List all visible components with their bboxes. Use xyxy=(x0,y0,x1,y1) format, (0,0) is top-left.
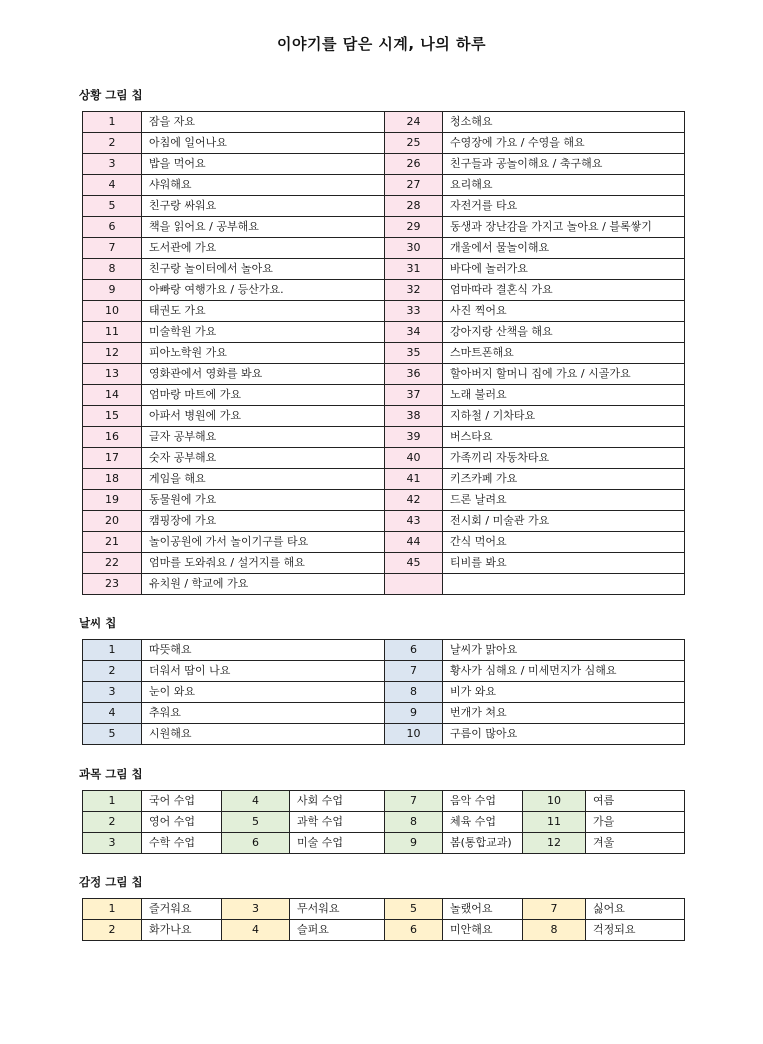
chip-label: 도서관에 가요 xyxy=(142,238,385,259)
chip-number: 11 xyxy=(83,322,142,343)
chip-number: 3 xyxy=(83,154,142,175)
table-row xyxy=(83,196,685,217)
chip-label: 친구들과 공놀이해요 / 축구해요 xyxy=(443,154,685,175)
chip-number: 26 xyxy=(385,154,443,175)
weather-heading: 날씨 칩 xyxy=(79,616,117,630)
chip-number: 3 xyxy=(83,833,142,854)
table-row xyxy=(83,133,685,154)
chip-number: 8 xyxy=(523,920,586,941)
chip-number: 9 xyxy=(83,280,142,301)
chip-number: 4 xyxy=(83,175,142,196)
chip-number: 12 xyxy=(523,833,586,854)
chip-number: 6 xyxy=(222,833,290,854)
table-row xyxy=(83,301,685,322)
chip-number: 39 xyxy=(385,427,443,448)
chip-label: 여름 xyxy=(586,791,685,812)
chip-number: 5 xyxy=(385,899,443,920)
chip-label: 전시회 / 미술관 가요 xyxy=(443,511,685,532)
chip-number: 21 xyxy=(83,532,142,553)
table-row xyxy=(83,427,685,448)
chip-label: 캠핑장에 가요 xyxy=(142,511,385,532)
chip-label: 간식 먹어요 xyxy=(443,532,685,553)
chip-number: 8 xyxy=(385,682,443,703)
chip-label: 국어 수업 xyxy=(142,791,222,812)
chip-label: 개울에서 물놀이해요 xyxy=(443,238,685,259)
chip-number: 32 xyxy=(385,280,443,301)
chip-number: 24 xyxy=(385,112,443,133)
chip-label: 시원해요 xyxy=(142,724,385,745)
chip-label: 추워요 xyxy=(142,703,385,724)
chip-label: 눈이 와요 xyxy=(142,682,385,703)
chip-label: 샤워해요 xyxy=(142,175,385,196)
chip-number: 20 xyxy=(83,511,142,532)
chip-label: 구름이 많아요 xyxy=(443,724,685,745)
chip-label: 태권도 가요 xyxy=(142,301,385,322)
chip-number: 2 xyxy=(83,133,142,154)
chip-label: 무서워요 xyxy=(290,899,385,920)
chip-label: 엄마랑 마트에 가요 xyxy=(142,385,385,406)
table-row xyxy=(83,238,685,259)
chip-number: 3 xyxy=(222,899,290,920)
chip-number: 40 xyxy=(385,448,443,469)
chip-label: 미안해요 xyxy=(443,920,523,941)
chip-label: 유치원 / 학교에 가요 xyxy=(142,574,385,595)
chip-label: 노래 불러요 xyxy=(443,385,685,406)
chip-number: 7 xyxy=(385,791,443,812)
chip-label: 아빠랑 여행가요 / 등산가요. xyxy=(142,280,385,301)
table-row xyxy=(83,154,685,175)
chip-number: 5 xyxy=(83,724,142,745)
chip-label: 영어 수업 xyxy=(142,812,222,833)
chip-label: 동물원에 가요 xyxy=(142,490,385,511)
table-row xyxy=(83,791,685,812)
emotion-table xyxy=(82,898,685,941)
table-row xyxy=(83,511,685,532)
chip-number: 7 xyxy=(523,899,586,920)
chip-label: 피아노학원 가요 xyxy=(142,343,385,364)
chip-number: 6 xyxy=(385,640,443,661)
chip-label: 봄(통합교과) xyxy=(443,833,523,854)
table-row xyxy=(83,448,685,469)
chip-number: 5 xyxy=(83,196,142,217)
chip-label: 더워서 땀이 나요 xyxy=(142,661,385,682)
chip-label: 수영장에 가요 / 수영을 해요 xyxy=(443,133,685,154)
chip-number: 16 xyxy=(83,427,142,448)
table-row xyxy=(83,553,685,574)
chip-label xyxy=(443,574,685,595)
chip-label: 사회 수업 xyxy=(290,791,385,812)
chip-number: 2 xyxy=(83,812,142,833)
chip-number: 42 xyxy=(385,490,443,511)
chip-label: 게임을 해요 xyxy=(142,469,385,490)
chip-label: 자전거를 타요 xyxy=(443,196,685,217)
chip-label: 슬퍼요 xyxy=(290,920,385,941)
subject-heading: 과목 그림 칩 xyxy=(79,767,143,781)
chip-label: 엄마따라 결혼식 가요 xyxy=(443,280,685,301)
chip-number: 7 xyxy=(385,661,443,682)
emotion-heading: 감정 그림 칩 xyxy=(79,875,143,889)
chip-number: 8 xyxy=(83,259,142,280)
table-row xyxy=(83,406,685,427)
chip-label: 체육 수업 xyxy=(443,812,523,833)
table-row xyxy=(83,490,685,511)
chip-label: 친구랑 싸워요 xyxy=(142,196,385,217)
table-row xyxy=(83,259,685,280)
chip-number: 36 xyxy=(385,364,443,385)
subject-table xyxy=(82,790,685,854)
chip-label: 친구랑 놀이터에서 놀아요 xyxy=(142,259,385,280)
chip-label: 할아버지 할머니 집에 가요 / 시골가요 xyxy=(443,364,685,385)
situation-heading: 상황 그림 칩 xyxy=(79,88,143,102)
chip-label: 드론 날려요 xyxy=(443,490,685,511)
page-title: 이야기를 담은 시계, 나의 하루 xyxy=(277,35,486,53)
chip-label: 밥을 먹어요 xyxy=(142,154,385,175)
chip-number: 4 xyxy=(222,920,290,941)
chip-number: 1 xyxy=(83,899,142,920)
chip-number: 30 xyxy=(385,238,443,259)
chip-number: 9 xyxy=(385,833,443,854)
chip-number: 17 xyxy=(83,448,142,469)
chip-number: 14 xyxy=(83,385,142,406)
chip-number: 43 xyxy=(385,511,443,532)
chip-label: 걱정되요 xyxy=(586,920,685,941)
chip-label: 지하철 / 기차타요 xyxy=(443,406,685,427)
weather-table xyxy=(82,639,685,745)
table-row xyxy=(83,175,685,196)
chip-label: 버스타요 xyxy=(443,427,685,448)
chip-label: 놀이공원에 가서 놀이기구를 타요 xyxy=(142,532,385,553)
situation-table xyxy=(82,111,685,595)
chip-label: 놀랬어요 xyxy=(443,899,523,920)
chip-number: 41 xyxy=(385,469,443,490)
chip-number: 2 xyxy=(83,661,142,682)
chip-number: 44 xyxy=(385,532,443,553)
table-row xyxy=(83,703,685,724)
chip-label: 요리해요 xyxy=(443,175,685,196)
chip-number xyxy=(385,574,443,595)
chip-number: 10 xyxy=(83,301,142,322)
chip-label: 비가 와요 xyxy=(443,682,685,703)
chip-label: 가족끼리 자동차타요 xyxy=(443,448,685,469)
chip-label: 가을 xyxy=(586,812,685,833)
chip-number: 2 xyxy=(83,920,142,941)
chip-number: 38 xyxy=(385,406,443,427)
chip-label: 스마트폰해요 xyxy=(443,343,685,364)
chip-number: 28 xyxy=(385,196,443,217)
chip-number: 6 xyxy=(385,920,443,941)
chip-number: 18 xyxy=(83,469,142,490)
table-row xyxy=(83,833,685,854)
table-row xyxy=(83,640,685,661)
chip-number: 31 xyxy=(385,259,443,280)
chip-label: 아파서 병원에 가요 xyxy=(142,406,385,427)
chip-label: 강아지랑 산책을 해요 xyxy=(443,322,685,343)
chip-label: 즐거워요 xyxy=(142,899,222,920)
chip-label: 수학 수업 xyxy=(142,833,222,854)
chip-number: 27 xyxy=(385,175,443,196)
chip-label: 날씨가 맑아요 xyxy=(443,640,685,661)
table-row xyxy=(83,812,685,833)
table-row xyxy=(83,532,685,553)
table-row xyxy=(83,364,685,385)
chip-number: 6 xyxy=(83,217,142,238)
table-row xyxy=(83,920,685,941)
chip-label: 아침에 일어나요 xyxy=(142,133,385,154)
table-row xyxy=(83,343,685,364)
chip-number: 4 xyxy=(222,791,290,812)
chip-label: 청소해요 xyxy=(443,112,685,133)
chip-label: 동생과 장난감을 가지고 놀아요 / 블록쌓기 xyxy=(443,217,685,238)
table-row xyxy=(83,574,685,595)
chip-number: 37 xyxy=(385,385,443,406)
chip-number: 13 xyxy=(83,364,142,385)
chip-label: 따뜻해요 xyxy=(142,640,385,661)
chip-label: 사진 찍어요 xyxy=(443,301,685,322)
table-row xyxy=(83,280,685,301)
chip-label: 바다에 놀러가요 xyxy=(443,259,685,280)
chip-number: 35 xyxy=(385,343,443,364)
chip-number: 8 xyxy=(385,812,443,833)
chip-number: 3 xyxy=(83,682,142,703)
chip-label: 음악 수업 xyxy=(443,791,523,812)
chip-number: 1 xyxy=(83,640,142,661)
table-row xyxy=(83,322,685,343)
chip-label: 티비를 봐요 xyxy=(443,553,685,574)
chip-label: 영화관에서 영화를 봐요 xyxy=(142,364,385,385)
table-row xyxy=(83,385,685,406)
chip-number: 1 xyxy=(83,112,142,133)
chip-label: 잠을 자요 xyxy=(142,112,385,133)
chip-label: 미술 수업 xyxy=(290,833,385,854)
chip-label: 과학 수업 xyxy=(290,812,385,833)
chip-label: 책을 읽어요 / 공부해요 xyxy=(142,217,385,238)
chip-number: 25 xyxy=(385,133,443,154)
table-row xyxy=(83,469,685,490)
table-row xyxy=(83,682,685,703)
chip-label: 싫어요 xyxy=(586,899,685,920)
table-row xyxy=(83,724,685,745)
chip-number: 19 xyxy=(83,490,142,511)
chip-number: 29 xyxy=(385,217,443,238)
table-row xyxy=(83,112,685,133)
chip-label: 엄마를 도와줘요 / 설거지를 해요 xyxy=(142,553,385,574)
chip-label: 화가나요 xyxy=(142,920,222,941)
chip-number: 15 xyxy=(83,406,142,427)
chip-label: 번개가 쳐요 xyxy=(443,703,685,724)
chip-label: 황사가 심해요 / 미세먼지가 심해요 xyxy=(443,661,685,682)
chip-number: 9 xyxy=(385,703,443,724)
chip-label: 숫자 공부해요 xyxy=(142,448,385,469)
chip-number: 10 xyxy=(523,791,586,812)
chip-label: 겨울 xyxy=(586,833,685,854)
chip-label: 미술학원 가요 xyxy=(142,322,385,343)
chip-number: 45 xyxy=(385,553,443,574)
chip-number: 1 xyxy=(83,791,142,812)
chip-number: 5 xyxy=(222,812,290,833)
chip-number: 7 xyxy=(83,238,142,259)
chip-number: 11 xyxy=(523,812,586,833)
chip-number: 23 xyxy=(83,574,142,595)
chip-number: 10 xyxy=(385,724,443,745)
chip-number: 33 xyxy=(385,301,443,322)
chip-label: 키즈카페 가요 xyxy=(443,469,685,490)
chip-number: 12 xyxy=(83,343,142,364)
table-row xyxy=(83,899,685,920)
table-row xyxy=(83,661,685,682)
chip-label: 글자 공부해요 xyxy=(142,427,385,448)
chip-number: 34 xyxy=(385,322,443,343)
table-row xyxy=(83,217,685,238)
chip-number: 22 xyxy=(83,553,142,574)
chip-number: 4 xyxy=(83,703,142,724)
